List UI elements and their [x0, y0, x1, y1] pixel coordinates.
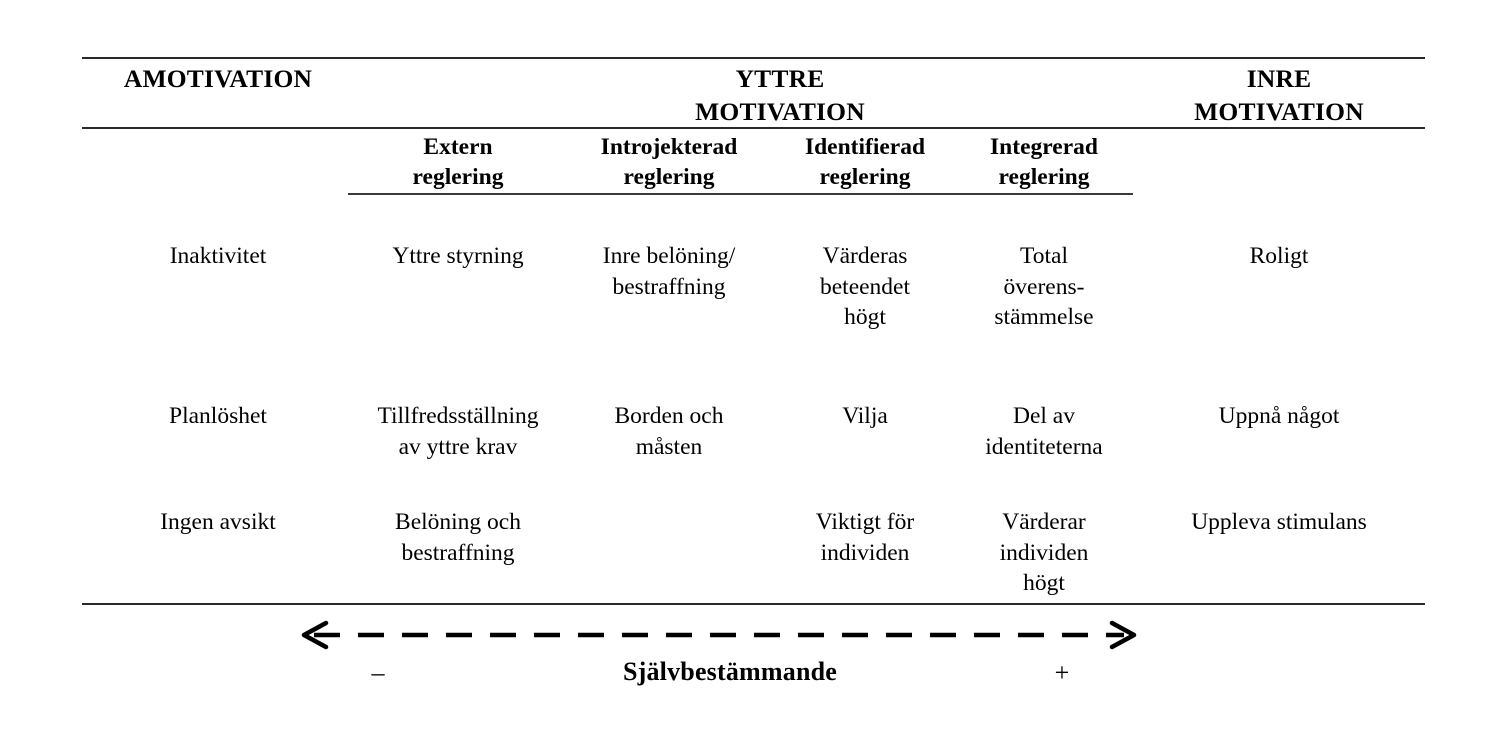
rule-bottom — [82, 603, 1425, 605]
table-cell — [560, 241, 778, 302]
group-header-yttre-line2: MOTIVATION — [695, 97, 865, 126]
cell-line: stämmelse — [994, 304, 1094, 330]
self-determination-arrow — [300, 620, 1138, 650]
sub-header-integrerad-line2: reglering — [998, 164, 1090, 190]
sub-header-identifierad-line2: reglering — [819, 164, 911, 190]
cell-line: av yttre krav — [398, 433, 518, 460]
axis-plus-sign: + — [1054, 658, 1070, 687]
sub-header-introjekterad-line1: Introjekterad — [600, 134, 738, 160]
sub-header-introjekterad-reglering — [560, 132, 778, 192]
table-cell — [954, 507, 1134, 599]
cell-line: högt — [844, 304, 886, 330]
cell-line: Belöning och — [395, 509, 521, 535]
cell-line: Yttre styrning — [392, 243, 524, 269]
cell-line: Uppnå något — [1218, 403, 1340, 429]
sub-header-extern-line1: Extern — [423, 134, 493, 160]
sub-header-introjekterad-line2: reglering — [623, 164, 715, 190]
cell-line: måsten — [635, 433, 703, 460]
cell-line: Total — [1020, 243, 1068, 269]
rule-top — [82, 57, 1425, 59]
sub-header-identifierad-reglering — [774, 132, 956, 192]
table-cell — [774, 401, 956, 432]
cell-line: Tillfredsställning — [377, 403, 539, 429]
group-header-amotivation — [88, 62, 348, 95]
sub-header-extern-reglering — [348, 132, 568, 192]
axis-minus-sign: – — [371, 658, 385, 687]
cell-line: Roligt — [1249, 243, 1309, 269]
table-cell — [348, 401, 568, 462]
cell-line: Värderar — [1002, 509, 1086, 535]
cell-line: individen — [999, 539, 1089, 566]
table-cell — [1138, 401, 1420, 432]
double-headed-dashed-arrow-icon — [300, 620, 1138, 650]
group-header-inre-motivation — [1133, 62, 1425, 128]
table-cell — [1138, 241, 1420, 272]
cell-line: Inaktivitet — [169, 243, 267, 269]
table-cell — [954, 401, 1134, 462]
table-cell — [954, 241, 1134, 333]
cell-line: Planlöshet — [169, 403, 267, 429]
cell-line: Inre belöning/ — [602, 243, 736, 269]
cell-line: högt — [1023, 570, 1065, 596]
cell-line: Uppleva stimulans — [1191, 509, 1367, 535]
cell-line: Värderas — [822, 243, 908, 269]
sub-header-integrerad-reglering — [954, 132, 1134, 192]
table-cell — [348, 241, 568, 272]
cell-line: överens- — [1003, 273, 1085, 300]
cell-line: bestraffning — [612, 273, 726, 300]
group-header-inre-line1: INRE — [1246, 64, 1312, 93]
cell-line: bestraffning — [401, 539, 515, 566]
cell-line: beteendet — [819, 273, 911, 300]
group-header-amotivation-line1: AMOTIVATION — [123, 64, 313, 93]
cell-line: Del av — [1013, 403, 1075, 429]
table-cell — [774, 241, 956, 333]
table-cell — [98, 401, 338, 432]
table-cell — [1138, 507, 1420, 538]
cell-line: Vilja — [842, 403, 888, 429]
sub-header-integrerad-line1: Integrerad — [990, 134, 1098, 160]
sub-header-identifierad-line1: Identifierad — [804, 134, 926, 160]
cell-line: individen — [820, 539, 910, 566]
sub-header-extern-line2: reglering — [412, 164, 504, 190]
table-cell — [348, 507, 568, 568]
table-cell — [774, 507, 956, 568]
table-cell — [98, 241, 338, 272]
group-header-inre-line2: MOTIVATION — [1194, 97, 1364, 126]
cell-line: Ingen avsikt — [160, 509, 276, 535]
group-header-yttre-line1: YTTRE — [735, 64, 825, 93]
axis-label-sjalvbestammande: Självbestämmande — [622, 657, 838, 686]
cell-line: identiteterna — [985, 433, 1103, 460]
cell-line: Borden och — [614, 403, 724, 429]
group-header-yttre-motivation — [430, 62, 1130, 128]
table-cell — [560, 401, 778, 462]
rule-subheader — [348, 193, 1133, 195]
cell-line: Viktigt för — [815, 509, 915, 535]
table-cell — [98, 507, 338, 538]
